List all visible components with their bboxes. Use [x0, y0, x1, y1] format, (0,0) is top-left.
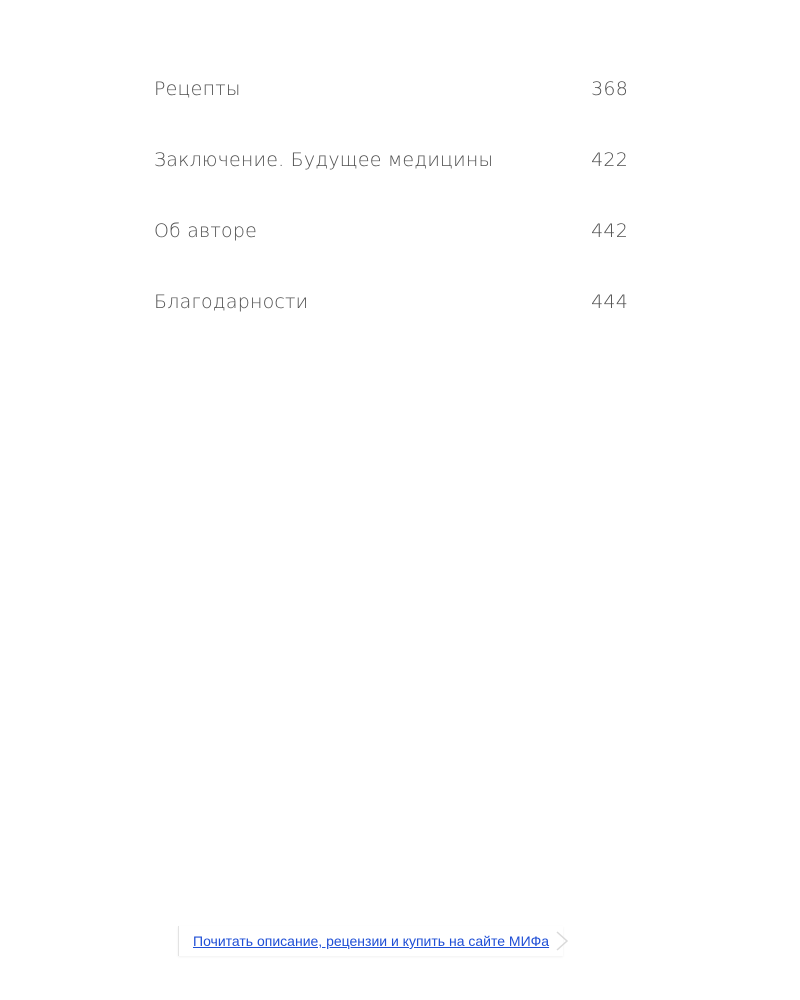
- toc-entry-page: 368: [591, 78, 628, 100]
- toc-entry-page: 422: [591, 149, 628, 171]
- toc-entry-page: 444: [591, 291, 628, 313]
- toc-entry-title: Об авторе: [154, 220, 257, 242]
- toc-entry-title: Благодарности: [154, 291, 309, 313]
- toc-entry-conclusion[interactable]: [154, 149, 628, 220]
- toc-entry-page: 442: [591, 220, 628, 242]
- toc-entry-title: Заключение. Будущее медицины: [154, 149, 494, 171]
- table-of-contents: [154, 78, 628, 362]
- chevron-right-icon: [553, 930, 571, 952]
- toc-entry-about-author[interactable]: [154, 220, 628, 291]
- mif-store-link[interactable]: Почитать описание, рецензии и купить на сайте МИФа: [193, 933, 550, 949]
- toc-entry-title: Рецепты: [154, 78, 241, 100]
- toc-entry-recipes[interactable]: [154, 78, 628, 149]
- mif-store-link-box: [178, 926, 563, 956]
- toc-entry-acknowledgements[interactable]: [154, 291, 628, 362]
